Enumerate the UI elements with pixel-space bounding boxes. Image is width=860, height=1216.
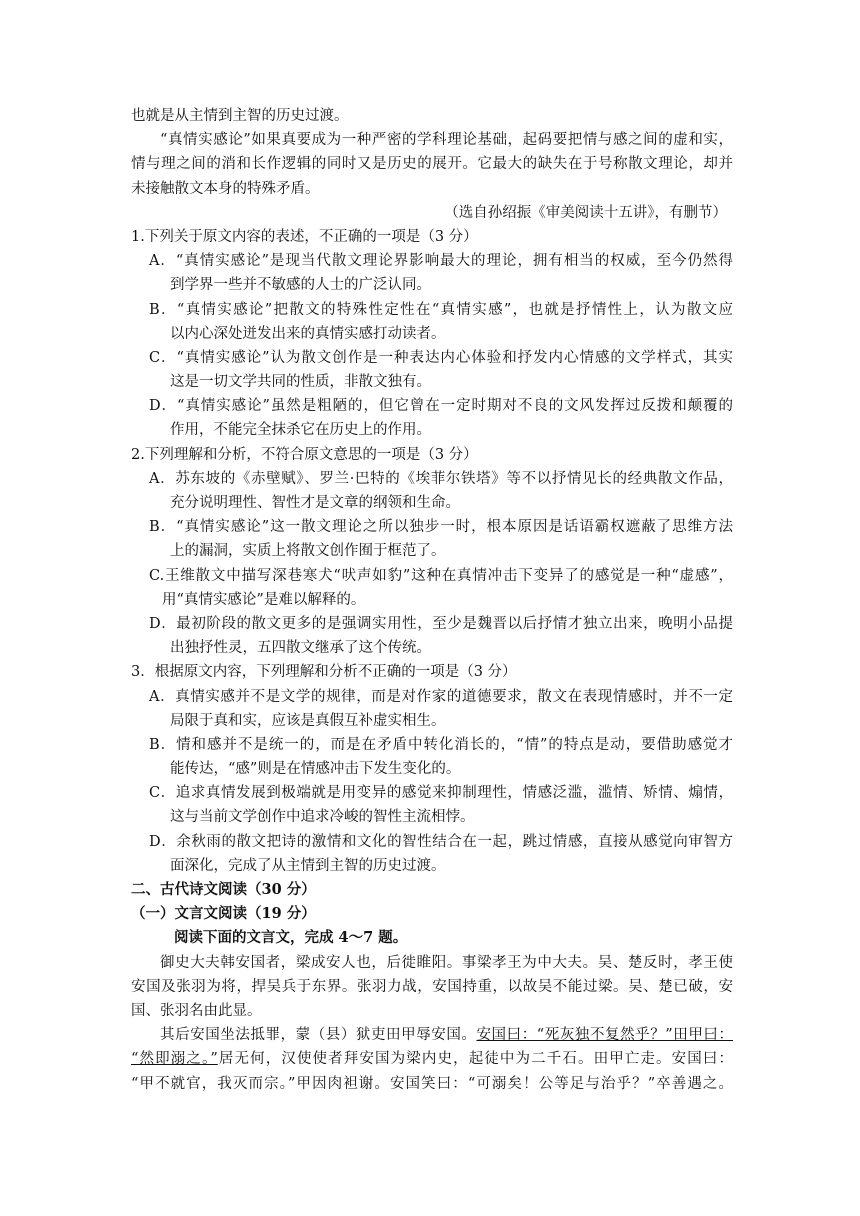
- passage-line: 情与理之间的消和长作逻辑的同时又是历史的展开。它最大的缺失在于号称散文理论，却并: [131, 156, 733, 173]
- classical-text-segment: 居无何，汉使使者拜安国为梁内史，起徒中为二千石。田甲亡走。安国曰：: [217, 1051, 733, 1068]
- option-line: B．“真情实感论”把散文的特殊性定性在“真情实感”，也就是抒情性上，认为散文应: [149, 301, 733, 318]
- option-line: D．余秋雨的散文把诗的激情和文化的智性结合在一起，跳过情感，直接从感觉向审智方: [149, 833, 733, 850]
- reading-instruction: 阅读下面的文言文，完成 4～7 题。: [174, 929, 408, 947]
- question-stem: 2.下列理解和分析，不符合原文意思的一项是（3 分）: [131, 446, 478, 463]
- passage-line: “真情实感论”如果真要成为一种严密的学科理论基础，起码要把情与感之间的虚和实，: [160, 132, 733, 149]
- classical-text-line: [131, 1047, 733, 1071]
- option-line: C．追求真情发展到极端就是用变异的感觉来抑制理性，情感泛滥，滥情、矫情、煽情，: [149, 785, 733, 802]
- option-line: B．情和感并不是统一的，而是在矛盾中转化消长的，“情”的特点是动，要借助感觉才: [149, 736, 733, 753]
- option-line: A．“真情实感论”是现当代散文理论界影响最大的理论，拥有相当的权威，至今仍然得: [149, 253, 733, 270]
- option-line: C．“真情实感论”认为散文创作是一种表达内心体验和抒发内心情感的文学样式，其实: [149, 349, 733, 366]
- classical-text-line: 安国及张羽为将，捍吴兵于东界。张羽力战，安国持重，以故吴不能过梁。吴、楚已破，安: [131, 978, 733, 995]
- passage-line: 未接触散文本身的特殊矛盾。: [131, 180, 320, 197]
- option-line: A．真情实感并不是文学的规律，而是对作家的道德要求，散文在表现情感时，并不一定: [149, 688, 733, 705]
- option-line: 出独抒性灵，五四散文继承了这个传统。: [170, 640, 431, 657]
- exam-page: [131, 104, 733, 1096]
- option-line: 上的漏洞，实质上将散文创作囿于框范了。: [170, 543, 446, 560]
- option-line: 这与当前文学创作中追求冷峻的智性主流相悖。: [170, 809, 475, 826]
- option-line: D．“真情实感论”虽然是粗陋的，但它曾在一定时期对不良的文风发挥过反拨和颠覆的: [149, 398, 733, 415]
- subsection-heading: （一）文言文阅读（19 分）: [131, 905, 316, 923]
- underlined-sentence: “然即溺之。”: [131, 1051, 218, 1068]
- section-heading: 二、古代诗文阅读（30 分）: [131, 881, 316, 898]
- option-line: 面深化，完成了从主情到主智的历史过渡。: [170, 857, 446, 874]
- underlined-sentence: 安国曰：“死灰独不复然乎？”田甲曰：: [476, 1027, 733, 1044]
- option-line: 能传达，“感”则是在情感冲击下发生变化的。: [170, 761, 461, 778]
- option-line: 局限于真和实，应该是真假互补虚实相生。: [170, 712, 446, 729]
- option-line: B．“真情实感论”这一散文理论之所以独步一时，根本原因是话语霸权遮蔽了思维方法: [149, 519, 733, 536]
- question-stem: 1.下列关于原文内容的表述，不正确的一项是（3 分）: [131, 228, 478, 245]
- option-line: D．最初阶段的散文更多的是强调实用性，至少是魏晋以后抒情才独立出来，晚明小品提: [149, 615, 733, 632]
- option-line: 这是一切文学共同的性质，非散文独有。: [170, 374, 431, 391]
- option-line: 用“真情实感论”是难以解释的。: [162, 591, 366, 608]
- option-line: 到学界一些并不敏感的人士的广泛认同。: [170, 277, 431, 294]
- option-line: 以内心深处迸发出来的真情实感打动读者。: [170, 325, 446, 342]
- question-stem: 3．根据原文内容，下列理解和分析不正确的一项是（3 分）: [131, 664, 517, 681]
- classical-text-line: [131, 1023, 733, 1047]
- classical-text-line: 国、张羽名由此显。: [131, 1002, 262, 1019]
- option-line: A．苏东坡的《赤壁赋》、罗兰·巴特的《埃菲尔铁塔》等不以抒情见长的经典散文作品，: [149, 470, 733, 487]
- option-line: 作用，不能完全抹杀它在历史上的作用。: [170, 422, 431, 439]
- source-citation: （选自孙绍振《审美阅读十五讲》，有删节）: [444, 204, 727, 221]
- passage-line: 也就是从主情到主智的历史过渡。: [131, 108, 349, 124]
- classical-text-line: “甲不就官，我灭而宗。”甲因肉袒谢。安国笑曰：“可溺矣！公等足与治乎？”卒善遇之。: [131, 1075, 733, 1092]
- option-line: 充分说明理性、智性才是文章的纲领和生命。: [170, 495, 460, 511]
- classical-text-line: 御史大夫韩安国者，梁成安人也，后徙睢阳。事梁孝王为中大夫。吴、楚反时，孝王使: [160, 954, 733, 971]
- classical-text-segment: 其后安国坐法抵罪，蒙（县）狱吏田甲辱安国。: [160, 1027, 477, 1044]
- option-line: C.王维散文中描写深巷寒犬“吠声如豹”这种在真情冲击下变异了的感觉是一种“虚感”，: [149, 567, 733, 584]
